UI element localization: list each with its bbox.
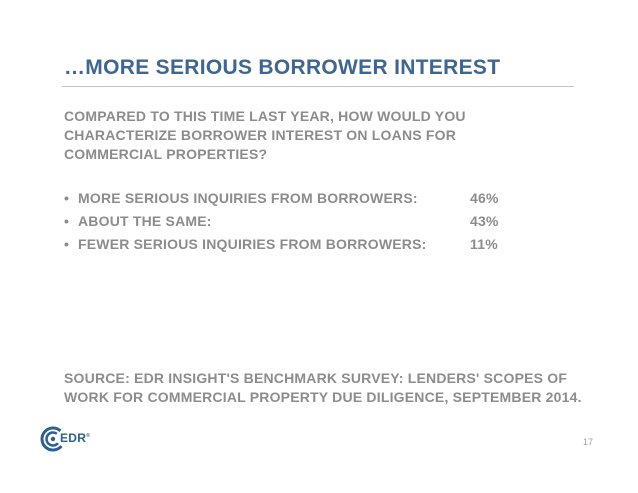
result-value: 46% — [470, 190, 499, 206]
bullet-icon: • — [64, 236, 70, 252]
title-divider — [62, 86, 574, 87]
results-list — [64, 187, 524, 256]
result-value: 11% — [470, 236, 498, 252]
list-item — [64, 187, 524, 210]
list-item — [64, 210, 524, 233]
result-label: MORE SERIOUS INQUIRIES FROM BORROWERS: — [78, 190, 418, 206]
list-item — [64, 233, 524, 256]
survey-question: COMPARED TO THIS TIME LAST YEAR, HOW WOULD YOU CHARACTERIZE BORROWER INTEREST ON LOANS FOR COMMERCIAL PROPERTIES? — [64, 108, 466, 162]
logo-wordmark: EDR® — [60, 431, 91, 445]
result-value: 43% — [470, 213, 499, 229]
result-label: ABOUT THE SAME: — [78, 213, 212, 229]
slide-title: …MORE SERIOUS BORROWER INTEREST — [64, 56, 501, 79]
source-citation: SOURCE: EDR INSIGHT'S BENCHMARK SURVEY: LENDERS' SCOPES OF WORK FOR COMMERCIAL PROPERTY DUE DILIGENCE, SEPTEMBER 2014. — [64, 370, 582, 405]
bullet-icon: • — [64, 190, 70, 206]
result-label: FEWER SERIOUS INQUIRIES FROM BORROWERS: — [78, 236, 427, 252]
page-number: 17 — [583, 437, 594, 447]
bullet-icon: • — [64, 213, 70, 229]
